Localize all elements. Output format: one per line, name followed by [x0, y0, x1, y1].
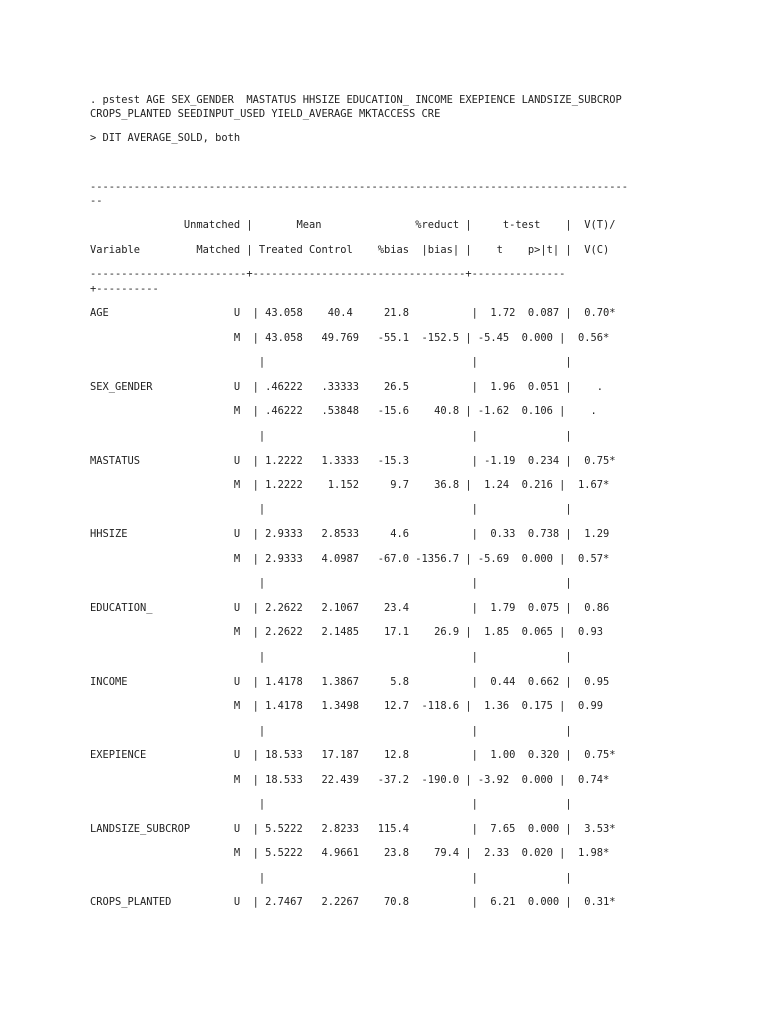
table-row: EXEPIENCE U | 18.533 17.187 12.8 | 1.00 0.320 | 0.75*	[90, 749, 616, 761]
table-row: M | .46222 .53848 -15.6 40.8 | -1.62 0.106 | .	[90, 405, 597, 417]
top-rule-wrap: --	[90, 195, 103, 207]
table-row: CROPS_PLANTED U | 2.7467 2.2267 70.8 | 6.21 0.000 | 0.31*	[90, 896, 616, 908]
table-row-spacer: | | |	[90, 430, 572, 442]
table-row: SEX_GENDER U | .46222 .33333 26.5 | 1.96 0.051 | .	[90, 381, 603, 393]
table-row-spacer: | | |	[90, 577, 572, 589]
table-row: AGE U | 43.058 40.4 21.8 | 1.72 0.087 | 0.70*	[90, 307, 616, 319]
table-row-spacer: | | |	[90, 872, 572, 884]
header-row-2: Variable Matched | Treated Control %bias |bias| | t p>|t| | V(C)	[90, 244, 610, 256]
table-row-spacer: | | |	[90, 651, 572, 663]
command-line-1: . pstest AGE SEX_GENDER MASTATUS HHSIZE EDUCATION_ INCOME EXEPIENCE LANDSIZE_SUBCROP	[90, 94, 622, 106]
mid-rule: -------------------------+----------------------------------+---------------	[90, 268, 566, 280]
table-row-spacer: | | |	[90, 798, 572, 810]
command-line-3: > DIT AVERAGE_SOLD, both	[90, 132, 241, 144]
table-row: M | 5.5222 4.9661 23.8 79.4 | 2.33 0.020 | 1.98*	[90, 847, 610, 859]
table-row: EDUCATION_ U | 2.2622 2.1067 23.4 | 1.79 0.075 | 0.86	[90, 602, 610, 614]
table-row: M | 1.4178 1.3498 12.7 -118.6 | 1.36 0.175 | 0.99	[90, 700, 603, 712]
top-rule: --------------------------------------------------------------------------------------	[90, 181, 628, 193]
table-row: M | 43.058 49.769 -55.1 -152.5 | -5.45 0.000 | 0.56*	[90, 332, 610, 344]
table-row: M | 18.533 22.439 -37.2 -190.0 | -3.92 0.000 | 0.74*	[90, 774, 610, 786]
table-row: LANDSIZE_SUBCROP U | 5.5222 2.8233 115.4 | 7.65 0.000 | 3.53*	[90, 823, 616, 835]
table-row: M | 2.2622 2.1485 17.1 26.9 | 1.85 0.065 | 0.93	[90, 626, 603, 638]
table-row: MASTATUS U | 1.2222 1.3333 -15.3 | -1.19 0.234 | 0.75*	[90, 455, 616, 467]
table-row: INCOME U | 1.4178 1.3867 5.8 | 0.44 0.662 | 0.95	[90, 676, 610, 688]
table-row: M | 1.2222 1.152 9.7 36.8 | 1.24 0.216 | 1.67*	[90, 479, 610, 491]
table-row-spacer: | | |	[90, 356, 572, 368]
table-row: HHSIZE U | 2.9333 2.8533 4.6 | 0.33 0.738 | 1.29	[90, 528, 610, 540]
table-row-spacer: | | |	[90, 503, 572, 515]
command-line-2: CROPS_PLANTED SEEDINPUT_USED YIELD_AVERAGE MKTACCESS CRE	[90, 108, 441, 120]
table-row-spacer: | | |	[90, 725, 572, 737]
header-row-1: Unmatched | Mean %reduct | t-test | V(T)/	[90, 219, 616, 231]
mid-rule-wrap: +----------	[90, 283, 159, 295]
table-row: M | 2.9333 4.0987 -67.0 -1356.7 | -5.69 0.000 | 0.57*	[90, 553, 610, 565]
